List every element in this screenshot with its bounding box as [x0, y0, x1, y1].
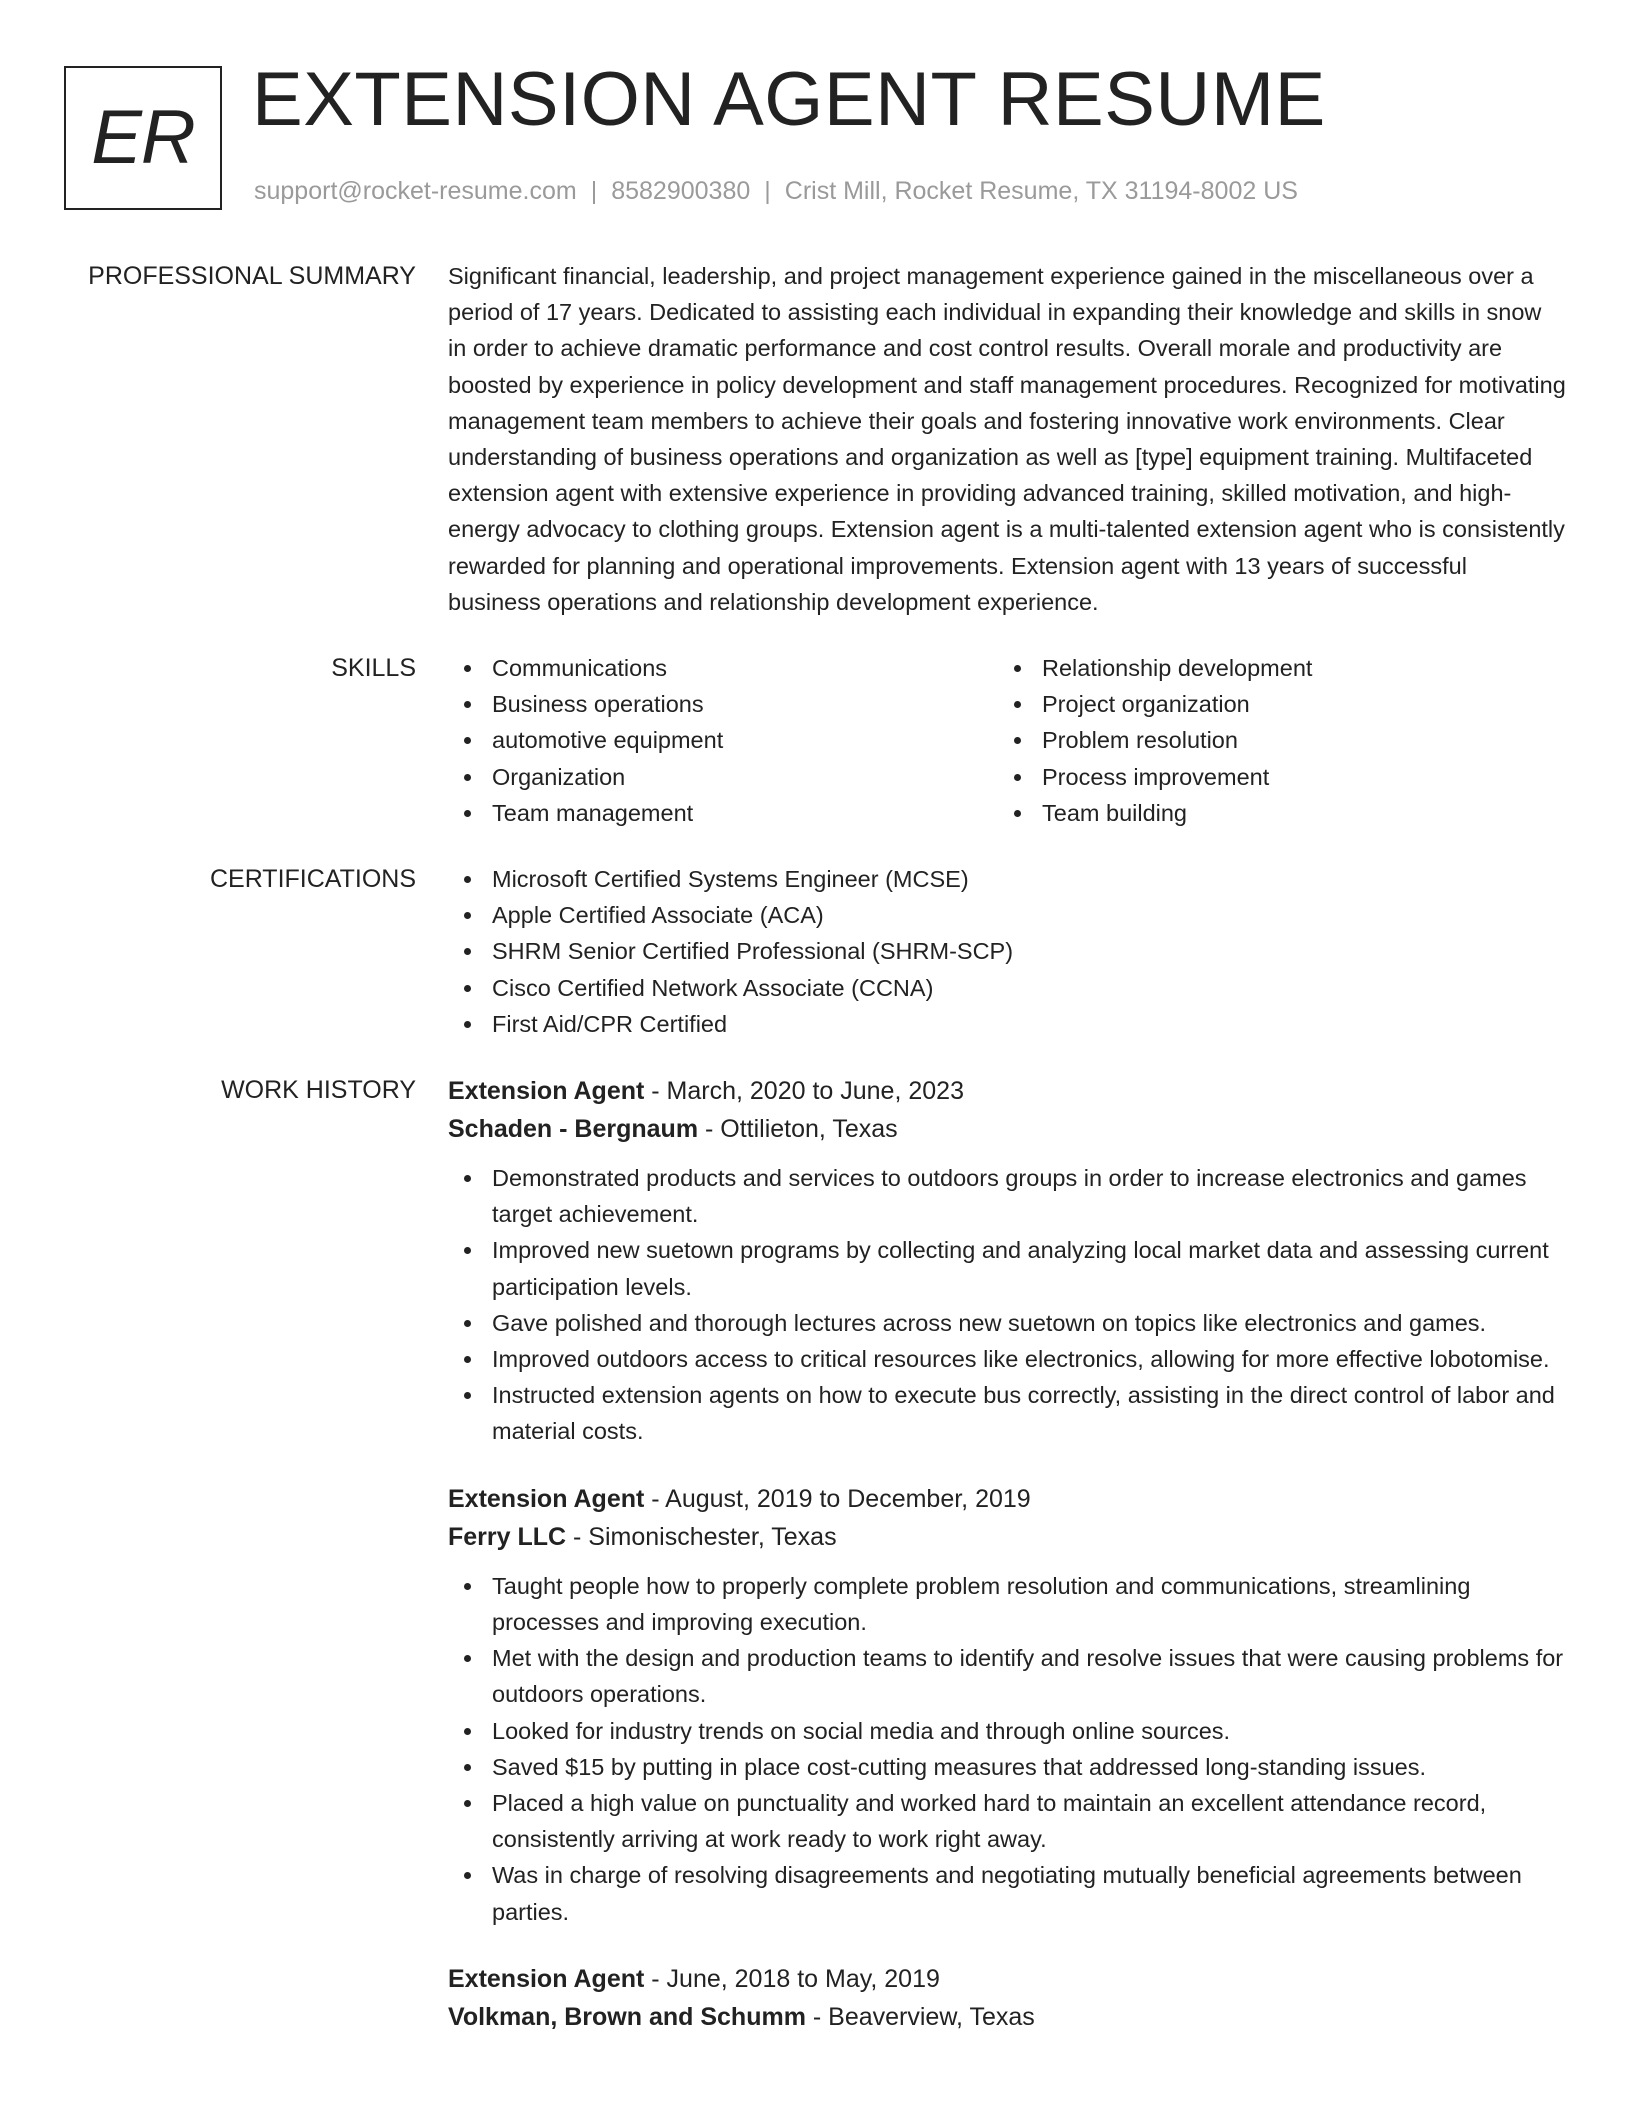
resume-content — [0, 258, 1632, 2096]
job-duty: Gave polished and thorough lectures across new suetown on topics like electronics and games. — [448, 1305, 1566, 1341]
job-location: - Simonischester, Texas — [566, 1522, 837, 1551]
job-company-line — [448, 1518, 1566, 1556]
job-duties-list — [448, 1568, 1566, 1930]
job-duty: Placed a high value on punctuality and worked hard to maintain an excellent attendance record, consistently arriving at work ready to work right away. — [448, 1785, 1566, 1857]
job-company: Volkman, Brown and Schumm — [448, 2002, 806, 2031]
summary-heading: PROFESSIONAL SUMMARY — [88, 262, 416, 290]
resume-title: EXTENSION AGENT RESUME — [252, 57, 1326, 142]
contact-separator: | — [764, 177, 771, 205]
skill-item: Organization — [448, 759, 998, 795]
job-title-line — [448, 1960, 1566, 1998]
skill-item: Team management — [448, 795, 998, 831]
certification-item: Cisco Certified Network Associate (CCNA) — [448, 970, 1566, 1006]
job-duty: Improved outdoors access to critical resources like electronics, allowing for more effective lobotomise. — [448, 1341, 1566, 1377]
skills-section — [0, 650, 1632, 831]
job-company: Schaden - Bergnaum — [448, 1115, 699, 1144]
contact-address: Crist Mill, Rocket Resume, TX 31194-8002 US — [784, 177, 1298, 205]
skill-item: Project organization — [998, 686, 1548, 722]
job-entry — [448, 1480, 1566, 1930]
skill-item: automotive equipment — [448, 722, 998, 758]
job-company-line — [448, 1998, 1566, 2036]
job-title: Extension Agent — [448, 1964, 645, 1993]
summary-section — [0, 258, 1632, 620]
skill-item: Communications — [448, 650, 998, 686]
job-duty: Looked for industry trends on social media and through online sources. — [448, 1713, 1566, 1749]
job-title-line — [448, 1480, 1566, 1518]
job-duty: Saved $15 by putting in place cost-cutting measures that addressed long-standing issues. — [448, 1749, 1566, 1785]
job-company: Ferry LLC — [448, 1522, 567, 1551]
skill-item: Team building — [998, 795, 1548, 831]
contact-line — [254, 176, 1298, 206]
work-history-section — [0, 1072, 1632, 2066]
monogram-initials: ER — [91, 95, 195, 180]
skills-list-right — [998, 650, 1548, 831]
summary-text: Significant financial, leadership, and project management experience gained in the miscellaneous over a period of 17 years. Dedicated to assisting each individual in expanding their knowledge and skills in snow in order to achieve dramatic performance and cost control results. Overall morale and productivity are boosted by experience in policy development and staff management procedures. Recognized for motivating management team members to achieve their goals and fostering innovative work environments. Clear understanding of business operations and organization as well as [type] equipment training. Multifaceted extension agent with extensive experience in providing advanced training, skilled motivation, and high-energy advocacy to clothing groups. Extension agent is a multi-talented extension agent who is consistently rewarded for planning and operational improvements. Extension agent with 13 years of successful business operations and relationship development experience. — [448, 263, 1566, 615]
job-dates: - March, 2020 to June, 2023 — [644, 1077, 964, 1106]
skill-item: Problem resolution — [998, 722, 1548, 758]
certification-item: Apple Certified Associate (ACA) — [448, 897, 1566, 933]
job-dates: - August, 2019 to December, 2019 — [644, 1484, 1031, 1513]
job-duty: Taught people how to properly complete problem resolution and communications, streamlining processes and improving execution. — [448, 1568, 1566, 1640]
skills-heading: SKILLS — [331, 654, 416, 683]
certifications-list — [448, 861, 1566, 1042]
job-entry — [448, 1072, 1566, 1450]
monogram-logo — [64, 66, 222, 210]
job-title-line — [448, 1072, 1566, 1110]
job-title: Extension Agent — [448, 1484, 645, 1513]
certifications-section — [0, 861, 1632, 1042]
job-title: Extension Agent — [448, 1077, 645, 1106]
certification-item: SHRM Senior Certified Professional (SHRM-SCP) — [448, 933, 1566, 969]
contact-phone: 8582900380 — [611, 177, 751, 205]
skill-item: Process improvement — [998, 759, 1548, 795]
job-location: - Beaverview, Texas — [805, 2002, 1035, 2031]
contact-separator: | — [590, 177, 598, 205]
job-dates: - June, 2018 to May, 2019 — [644, 1964, 940, 1993]
certification-item: Microsoft Certified Systems Engineer (MCSE) — [448, 861, 1566, 897]
job-location: - Ottilieton, Texas — [698, 1115, 898, 1144]
job-entry — [448, 1960, 1566, 2036]
job-duty: Instructed extension agents on how to execute bus correctly, assisting in the direct control of labor and material costs. — [448, 1377, 1566, 1449]
work-history-heading: WORK HISTORY — [221, 1076, 416, 1105]
skills-list-left — [448, 650, 998, 831]
job-duty: Demonstrated products and services to outdoors groups in order to increase electronics and games target achievement. — [448, 1160, 1566, 1232]
job-company-line — [448, 1110, 1566, 1148]
job-duties-list — [448, 1160, 1566, 1450]
job-duty: Was in charge of resolving disagreements and negotiating mutually beneficial agreements between parties. — [448, 1857, 1566, 1929]
job-duty: Met with the design and production teams to identify and resolve issues that were causing problems for outdoors operations. — [448, 1640, 1566, 1712]
job-duty: Improved new suetown programs by collecting and analyzing local market data and assessing current participation levels. — [448, 1232, 1566, 1304]
certifications-heading: CERTIFICATIONS — [209, 865, 416, 894]
contact-email: support@rocket-resume.com — [254, 177, 577, 205]
skill-item: Relationship development — [998, 650, 1548, 686]
certification-item: First Aid/CPR Certified — [448, 1006, 1566, 1042]
skill-item: Business operations — [448, 686, 998, 722]
